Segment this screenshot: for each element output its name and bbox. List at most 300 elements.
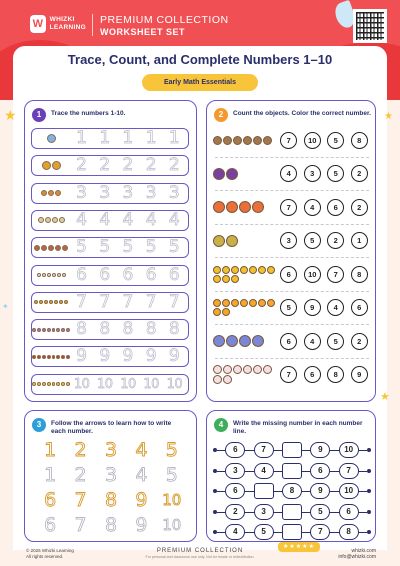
fox-icon — [226, 201, 238, 213]
missing-number-box[interactable] — [282, 504, 302, 520]
trace-digit[interactable]: 1 — [168, 128, 180, 148]
row-divider — [215, 157, 369, 158]
baseball-icon — [57, 273, 61, 277]
baseball-icon — [47, 273, 51, 277]
number-line-value: 9 — [310, 483, 330, 499]
trace-digit[interactable]: 4 — [122, 209, 134, 230]
brand-name-line2: LEARNING — [49, 24, 86, 31]
number-line-value: 5 — [310, 504, 330, 520]
trace-digit[interactable]: 9 — [99, 346, 111, 367]
trace-row — [31, 265, 189, 286]
writing-digit: 2 — [74, 439, 87, 461]
trace-digits — [70, 156, 188, 175]
trace-row — [31, 292, 189, 313]
trace-digit[interactable]: 6 — [76, 264, 87, 285]
trace-digit[interactable]: 5 — [122, 237, 134, 258]
pineapple-icon — [258, 266, 266, 274]
answer-choice[interactable]: 1 — [351, 232, 368, 249]
flower-icon — [54, 300, 58, 304]
trace-digit[interactable]: 6 — [145, 264, 157, 285]
trace-digit[interactable]: 2 — [76, 155, 87, 176]
writing-digit: 1 — [44, 439, 57, 461]
number-line-value: 3 — [225, 463, 245, 479]
football-icon — [32, 355, 70, 359]
trace-digit[interactable]: 1 — [76, 128, 87, 148]
trace-digit[interactable]: 5 — [145, 237, 157, 258]
lemonade-icon — [222, 299, 230, 307]
cookie-icon — [32, 190, 70, 196]
trace-digit[interactable]: 4 — [145, 209, 157, 230]
missing-number-box[interactable] — [282, 524, 302, 540]
section-number-lines — [206, 410, 376, 542]
lemonade-icon — [258, 299, 266, 307]
trace-digit[interactable]: 10 — [97, 376, 113, 392]
answer-choice[interactable]: 7 — [327, 266, 344, 283]
bowl-icon — [239, 335, 251, 347]
number-line-value: 10 — [339, 483, 359, 499]
pineapple-icon — [222, 266, 230, 274]
section-number-badge: 4 — [214, 418, 228, 432]
cookie-icon — [48, 190, 54, 196]
number-line-value: 4 — [225, 524, 245, 540]
number-line-value: 6 — [225, 483, 245, 499]
writing-digit: 7 — [74, 489, 87, 511]
garlic-icon — [52, 217, 58, 223]
pineapple-icon — [213, 266, 221, 274]
trace-digit[interactable]: 8 — [76, 319, 87, 340]
trace-digit[interactable]: 3 — [99, 182, 111, 203]
answer-choice[interactable]: 6 — [280, 333, 297, 350]
trace-digit[interactable]: 10 — [143, 376, 159, 392]
banana-icon — [61, 382, 65, 386]
section-number-badge: 3 — [32, 418, 46, 432]
trace-row — [31, 210, 189, 231]
number-line — [213, 482, 371, 500]
number-line-endpoint — [213, 469, 217, 473]
answer-choices — [277, 165, 371, 182]
section-instruction: Trace the numbers 1-10. — [51, 110, 126, 117]
balloon-icon — [47, 134, 56, 143]
footer — [0, 544, 400, 566]
bowl-icon — [62, 245, 68, 251]
bunny-icon — [223, 375, 232, 384]
pineapple-icon — [213, 266, 277, 283]
section-instruction: Follow the arrows to learn how to write each number. — [51, 420, 172, 435]
number-line-endpoint — [213, 448, 217, 452]
answer-choice[interactable]: 2 — [351, 333, 368, 350]
answer-choice[interactable]: 4 — [304, 199, 321, 216]
section-instruction: Count the objects. Color the correct number. — [233, 110, 371, 117]
number-line-value: 7 — [339, 463, 359, 479]
maple-leaf-icon — [42, 161, 51, 170]
row-divider — [215, 291, 369, 292]
writing-digit: 5 — [165, 439, 178, 461]
hedgehog-icon — [243, 136, 252, 145]
trace-digit[interactable]: 10 — [120, 376, 136, 392]
trace-digit[interactable]: 8 — [145, 319, 157, 340]
brand-name-line1: WHIZKI — [49, 16, 75, 23]
bunny-icon — [263, 365, 272, 374]
writing-digit[interactable]: 9 — [135, 514, 148, 536]
answer-choices — [277, 299, 371, 316]
number-line-value: 6 — [339, 504, 359, 520]
donut-icon — [32, 328, 70, 332]
bunny-icon — [213, 375, 222, 384]
number-line-value: 7 — [310, 524, 330, 540]
footer-site[interactable]: whizki.com — [351, 548, 376, 554]
row-divider — [215, 190, 369, 191]
answer-choice[interactable]: 6 — [280, 266, 297, 283]
number-line-value: 5 — [254, 524, 274, 540]
maple-leaf-icon — [52, 161, 61, 170]
lemonade-icon — [213, 308, 221, 316]
number-line-value: 8 — [339, 524, 359, 540]
pineapple-icon — [213, 275, 221, 283]
count-row — [213, 293, 371, 323]
row-divider — [215, 224, 369, 225]
answer-choice[interactable]: 4 — [280, 165, 297, 182]
flower-icon — [39, 300, 43, 304]
answer-choice[interactable]: 4 — [304, 333, 321, 350]
header-divider — [92, 14, 93, 36]
count-row — [213, 226, 371, 256]
number-line-value: 6 — [225, 442, 245, 458]
trace-digit[interactable]: 1 — [122, 128, 134, 148]
baseball-icon — [32, 273, 70, 277]
number-line-value: 4 — [254, 463, 274, 479]
lemonade-icon — [240, 299, 248, 307]
pineapple-icon — [267, 266, 275, 274]
banana-icon — [47, 382, 51, 386]
trace-digit[interactable]: 10 — [73, 376, 90, 392]
answer-choices — [277, 333, 371, 350]
garlic-icon — [45, 217, 51, 223]
pineapple-icon — [231, 275, 239, 283]
trace-digit[interactable]: 8 — [168, 319, 180, 340]
answer-choice[interactable]: 10 — [304, 266, 321, 283]
rating-stars-icon: ★★★★★ — [278, 542, 320, 552]
banana-icon — [32, 382, 70, 386]
eggplant-icon — [213, 168, 225, 180]
trace-digit[interactable]: 7 — [76, 291, 87, 312]
trace-digits — [70, 129, 188, 148]
writing-digit[interactable]: 4 — [135, 464, 148, 486]
writing-digit: 4 — [135, 439, 148, 461]
worksheet-subtitle: Early Math Essentials — [142, 74, 258, 91]
trace-digit[interactable]: 6 — [99, 264, 111, 285]
writing-digit: 10 — [162, 491, 182, 509]
brand-logo — [30, 12, 86, 36]
number-line-endpoint — [367, 469, 371, 473]
pineapple-icon — [231, 266, 239, 274]
trace-digit[interactable]: 8 — [99, 319, 111, 340]
writing-digit[interactable]: 7 — [74, 514, 87, 536]
answer-choice[interactable]: 7 — [280, 199, 297, 216]
worksheet-set-title: WORKSHEET SET — [100, 27, 186, 37]
donut-icon — [42, 328, 46, 332]
banana-icon — [37, 382, 41, 386]
garlic-icon — [32, 217, 70, 223]
pineapple-icon — [222, 275, 230, 283]
football-icon — [32, 355, 36, 359]
count-row — [213, 125, 371, 155]
football-icon — [42, 355, 46, 359]
qr-code-icon — [350, 6, 390, 46]
logo-icon: W — [30, 15, 46, 33]
writing-digit[interactable]: 5 — [165, 464, 178, 486]
bunny-icon — [233, 365, 242, 374]
number-line-value: 10 — [339, 442, 359, 458]
banana-icon — [52, 382, 56, 386]
trace-digit[interactable]: 2 — [168, 155, 180, 176]
bamboo-icon — [213, 235, 277, 247]
lemonade-icon — [267, 299, 275, 307]
answer-choice[interactable]: 5 — [280, 299, 297, 316]
trace-row — [31, 128, 189, 149]
trace-digit[interactable]: 8 — [122, 319, 134, 340]
footer-copyright: © 2026 Whizki Learning — [26, 548, 74, 553]
writing-digit[interactable]: 6 — [44, 514, 57, 536]
answer-choice[interactable]: 2 — [351, 165, 368, 182]
answer-choices — [277, 366, 371, 383]
trace-digit[interactable]: 7 — [168, 291, 180, 312]
section-number-badge: 2 — [214, 108, 228, 122]
star-icon: ★ — [384, 111, 393, 122]
trace-digit[interactable]: 1 — [99, 128, 111, 148]
trace-digit[interactable]: 3 — [122, 182, 134, 203]
worksheet-title: Trace, Count, and Complete Numbers 1–10 — [67, 52, 333, 67]
trace-digit[interactable]: 5 — [76, 237, 87, 258]
answer-choice[interactable]: 3 — [280, 232, 297, 249]
answer-choices — [277, 232, 371, 249]
answer-choice[interactable]: 5 — [327, 132, 344, 149]
trace-row — [31, 183, 189, 204]
flower-icon — [59, 300, 63, 304]
collection-title: PREMIUM COLLECTION — [100, 14, 229, 26]
bunny-icon — [253, 365, 262, 374]
answer-choice[interactable]: 9 — [304, 299, 321, 316]
sparkle-icon: ✦ — [2, 302, 9, 311]
row-divider — [215, 358, 369, 359]
answer-choice[interactable]: 6 — [327, 199, 344, 216]
trace-digit[interactable]: 3 — [76, 182, 87, 203]
number-line — [213, 523, 371, 541]
donut-icon — [47, 328, 51, 332]
trace-digit[interactable]: 6 — [168, 264, 180, 285]
trace-digit[interactable]: 5 — [99, 237, 111, 258]
trace-digit[interactable]: 1 — [145, 128, 157, 148]
bowl-icon — [252, 335, 264, 347]
baseball-icon — [62, 273, 66, 277]
hedgehog-icon — [223, 136, 232, 145]
bowl-icon — [41, 245, 47, 251]
star-icon: ★ — [380, 391, 390, 403]
number-line-value: 2 — [225, 504, 245, 520]
garlic-icon — [38, 217, 44, 223]
number-line-value: 7 — [254, 442, 274, 458]
answer-choice[interactable]: 2 — [327, 232, 344, 249]
donut-icon — [52, 328, 56, 332]
writing-digit[interactable]: 10 — [162, 516, 182, 534]
banana-icon — [32, 382, 36, 386]
writing-digit[interactable]: 2 — [74, 464, 87, 486]
banana-icon — [42, 382, 46, 386]
flower-icon — [32, 300, 70, 304]
trace-digit[interactable]: 7 — [145, 291, 157, 312]
count-row — [213, 192, 371, 222]
number-line-endpoint — [213, 510, 217, 514]
maple-leaf-icon — [32, 161, 70, 170]
trace-digit[interactable]: 5 — [168, 237, 180, 258]
count-row — [213, 326, 371, 356]
answer-choice[interactable]: 5 — [304, 232, 321, 249]
lemonade-icon — [213, 299, 277, 316]
garlic-icon — [59, 217, 65, 223]
section-instruction: Write the missing number in each number line. — [233, 420, 363, 435]
trace-row — [31, 374, 189, 395]
trace-digit[interactable]: 2 — [99, 155, 111, 176]
football-icon — [61, 355, 65, 359]
trace-digit[interactable]: 10 — [166, 376, 183, 392]
football-icon — [52, 355, 56, 359]
trace-row — [31, 319, 189, 340]
answer-choice[interactable]: 5 — [327, 333, 344, 350]
number-line-endpoint — [213, 530, 217, 534]
bowl-icon — [213, 335, 277, 347]
answer-choices — [277, 199, 371, 216]
missing-number-box[interactable] — [282, 442, 302, 458]
answer-choice[interactable]: 5 — [327, 165, 344, 182]
section-write-numbers — [24, 410, 197, 542]
trace-digit[interactable]: 9 — [122, 346, 134, 367]
fox-icon — [252, 201, 264, 213]
trace-digits — [70, 266, 188, 285]
trace-digit[interactable]: 4 — [99, 209, 111, 230]
section-count-objects — [206, 100, 376, 402]
lemonade-icon — [231, 299, 239, 307]
section-number-badge: 1 — [32, 108, 46, 122]
banana-icon — [56, 382, 60, 386]
trace-digit[interactable]: 3 — [168, 182, 180, 203]
donut-icon — [37, 328, 41, 332]
flower-icon — [49, 300, 53, 304]
answer-choice[interactable]: 8 — [327, 366, 344, 383]
trace-row — [31, 155, 189, 176]
footer-note: For personal and classroom use only. Not for resale or redistribution. — [145, 555, 255, 559]
trace-digit[interactable]: 7 — [99, 291, 111, 312]
donut-icon — [32, 328, 36, 332]
trace-digit[interactable]: 3 — [145, 182, 157, 203]
trace-digits — [70, 320, 188, 339]
trace-digits — [70, 375, 188, 394]
trace-digits — [70, 347, 188, 366]
trace-digit[interactable]: 2 — [145, 155, 157, 176]
lemonade-icon — [222, 308, 230, 316]
number-line-value: 3 — [254, 504, 274, 520]
bowl-icon — [32, 245, 70, 251]
eggplant-icon — [226, 168, 238, 180]
bunny-icon — [223, 365, 232, 374]
bamboo-icon — [213, 235, 225, 247]
trace-row — [31, 346, 189, 367]
writing-digit: 9 — [135, 489, 148, 511]
answer-choice[interactable]: 2 — [351, 199, 368, 216]
fox-icon — [213, 201, 277, 213]
cookie-icon — [41, 190, 47, 196]
trace-digit[interactable]: 4 — [168, 209, 180, 230]
answer-choice[interactable]: 6 — [351, 299, 368, 316]
answer-choices — [277, 266, 371, 283]
count-row — [213, 159, 371, 189]
answer-choice[interactable]: 8 — [351, 266, 368, 283]
answer-choice[interactable]: 10 — [304, 132, 321, 149]
balloon-icon — [32, 134, 70, 143]
answer-choice[interactable]: 4 — [327, 299, 344, 316]
footer-email[interactable]: info@whizki.com — [338, 554, 376, 560]
answer-choice[interactable]: 3 — [304, 165, 321, 182]
baseball-icon — [52, 273, 56, 277]
trace-digit[interactable]: 4 — [76, 209, 87, 230]
lemonade-icon — [249, 299, 257, 307]
trace-digit[interactable]: 6 — [122, 264, 134, 285]
trace-digit[interactable]: 2 — [122, 155, 134, 176]
flower-icon — [34, 300, 38, 304]
trace-digit[interactable]: 7 — [122, 291, 134, 312]
number-line-endpoint — [367, 489, 371, 493]
baseball-icon — [37, 273, 41, 277]
writing-digit[interactable]: 3 — [104, 464, 118, 486]
number-line-endpoint — [367, 530, 371, 534]
football-icon — [37, 355, 41, 359]
hedgehog-icon — [263, 136, 272, 145]
writing-digit: 3 — [104, 439, 118, 461]
baseball-icon — [42, 273, 46, 277]
hedgehog-icon — [233, 136, 242, 145]
row-divider — [215, 324, 369, 325]
answer-choice[interactable]: 6 — [304, 366, 321, 383]
answer-choice[interactable]: 7 — [280, 366, 297, 383]
number-line-value: 8 — [282, 483, 302, 499]
footer-collection: PREMIUM COLLECTION — [156, 548, 244, 554]
footer-rights: All rights reserved. — [26, 554, 64, 559]
missing-number-box[interactable] — [254, 483, 274, 499]
cookie-icon — [55, 190, 61, 196]
bowl-icon — [48, 245, 54, 251]
writing-digit[interactable]: 1 — [44, 464, 57, 486]
number-line — [213, 441, 371, 459]
row-divider — [215, 257, 369, 258]
number-line-endpoint — [213, 489, 217, 493]
hedgehog-icon — [213, 136, 277, 145]
answer-choice[interactable]: 8 — [351, 132, 368, 149]
answer-choice[interactable]: 7 — [280, 132, 297, 149]
donut-icon — [61, 328, 65, 332]
writing-practice-grid — [35, 439, 187, 537]
lemonade-icon — [213, 299, 221, 307]
bamboo-icon — [226, 235, 238, 247]
writing-digit: 6 — [44, 489, 57, 511]
trace-digit[interactable]: 9 — [145, 346, 157, 367]
trace-row — [31, 237, 189, 258]
trace-digit[interactable]: 9 — [76, 346, 87, 367]
trace-digit[interactable]: 9 — [168, 346, 180, 367]
bowl-icon — [34, 245, 40, 251]
answer-choice[interactable]: 9 — [351, 366, 368, 383]
missing-number-box[interactable] — [282, 463, 302, 479]
eggplant-icon — [213, 168, 277, 180]
section-trace-numbers — [24, 100, 197, 402]
writing-digit[interactable]: 8 — [104, 514, 118, 536]
